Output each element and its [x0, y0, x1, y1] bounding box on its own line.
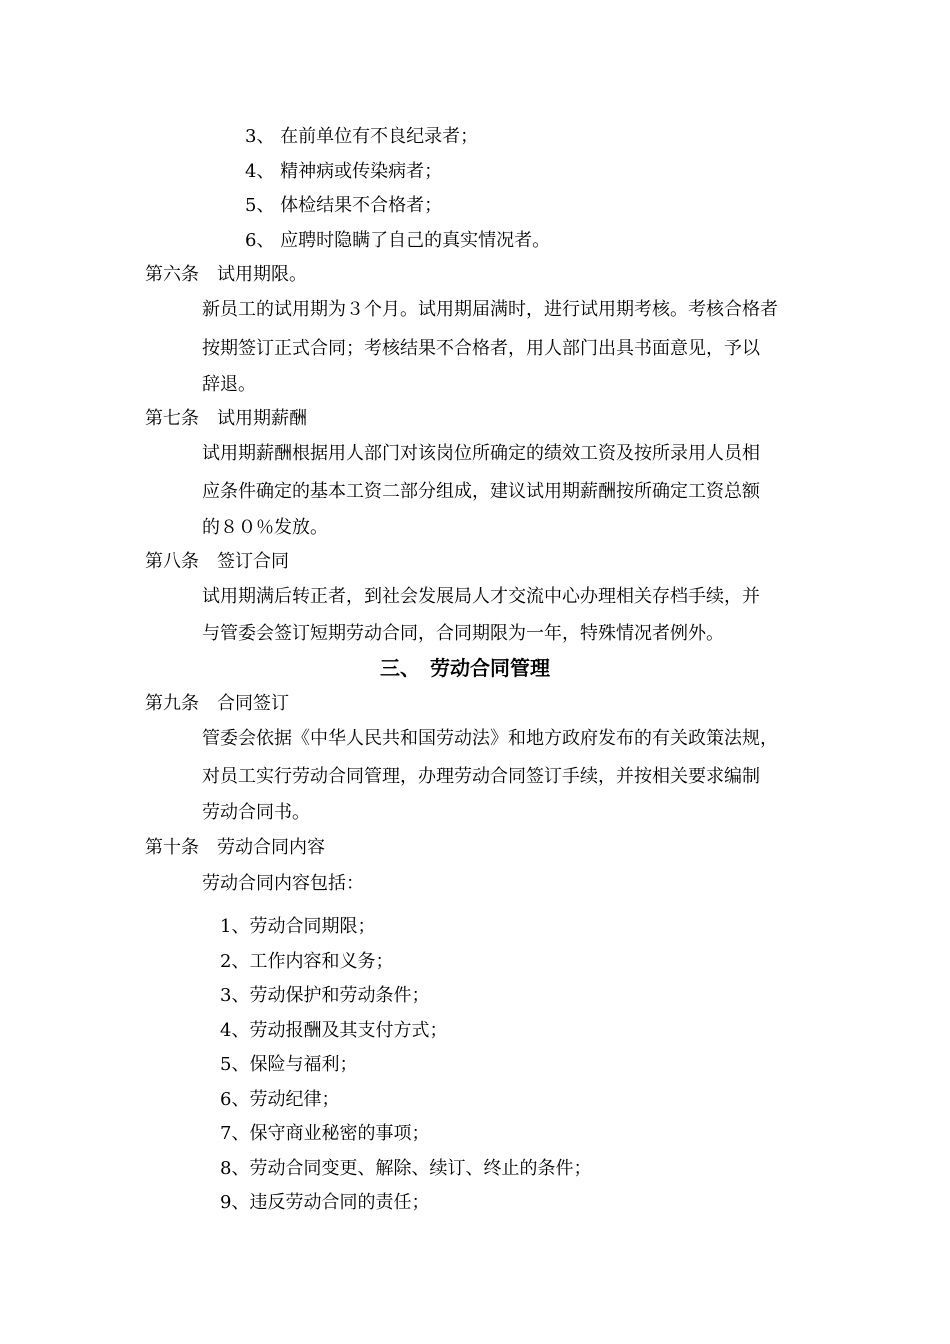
article-10-title: 第十条 劳动合同内容 [145, 837, 325, 858]
paragraph-line: 新员工的试用期为３个月。试用期届满时，进行试用期考核。考核合格者 [202, 299, 778, 320]
list-item: 4、 精神病或传染病者； [245, 161, 443, 182]
list-item: 4、劳动报酬及其支付方式； [220, 1020, 448, 1041]
paragraph-line: 对员工实行劳动合同管理，办理劳动合同签订手续，并按相关要求编制 [202, 766, 760, 787]
paragraph-line: 按期签订正式合同；考核结果不合格者，用人部门出具书面意见，予以 [202, 338, 760, 359]
list-item: 3、劳动保护和劳动条件； [220, 985, 430, 1006]
paragraph-line: 试用期薪酬根据用人部门对该岗位所确定的绩效工资及按所录用人员相 [202, 443, 760, 464]
article-8-title: 第八条 签订合同 [145, 551, 289, 572]
list-item: 9、违反劳动合同的责任； [220, 1192, 430, 1213]
paragraph-line: 与管委会签订短期劳动合同，合同期限为一年，特殊情况者例外。 [202, 623, 724, 644]
paragraph-line: 劳动合同内容包括： [202, 873, 364, 894]
list-item: 3、 在前单位有不良纪录者； [245, 126, 479, 147]
article-9-title: 第九条 合同签订 [145, 693, 289, 714]
section-heading: 三、 劳动合同管理 [380, 656, 550, 680]
list-item: 2、工作内容和义务； [220, 951, 394, 972]
paragraph-line: 管委会依据《中华人民共和国劳动法》和地方政府发布的有关政策法规， [202, 728, 778, 749]
article-6-title: 第六条 试用期限。 [145, 264, 307, 285]
list-item: 8、劳动合同变更、解除、续订、终止的条件； [220, 1158, 592, 1179]
article-7-title: 第七条 试用期薪酬 [145, 408, 307, 429]
paragraph-line: 应条件确定的基本工资二部分组成，建议试用期薪酬按所确定工资总额 [202, 481, 760, 502]
paragraph-line: 辞退。 [202, 374, 256, 395]
list-item: 6、 应聘时隐瞒了自己的真实情况者。 [245, 230, 551, 251]
list-item: 5、保险与福利； [220, 1054, 358, 1075]
list-item: 6、劳动纪律； [220, 1089, 340, 1110]
list-item: 1、劳动合同期限； [220, 916, 376, 937]
list-item: 7、保守商业秘密的事项； [220, 1123, 430, 1144]
list-item: 5、 体检结果不合格者； [245, 195, 443, 216]
paragraph-line: 试用期满后转正者，到社会发展局人才交流中心办理相关存档手续，并 [202, 586, 760, 607]
paragraph-line: 劳动合同书。 [202, 802, 310, 823]
paragraph-line: 的８０％发放。 [202, 517, 328, 538]
